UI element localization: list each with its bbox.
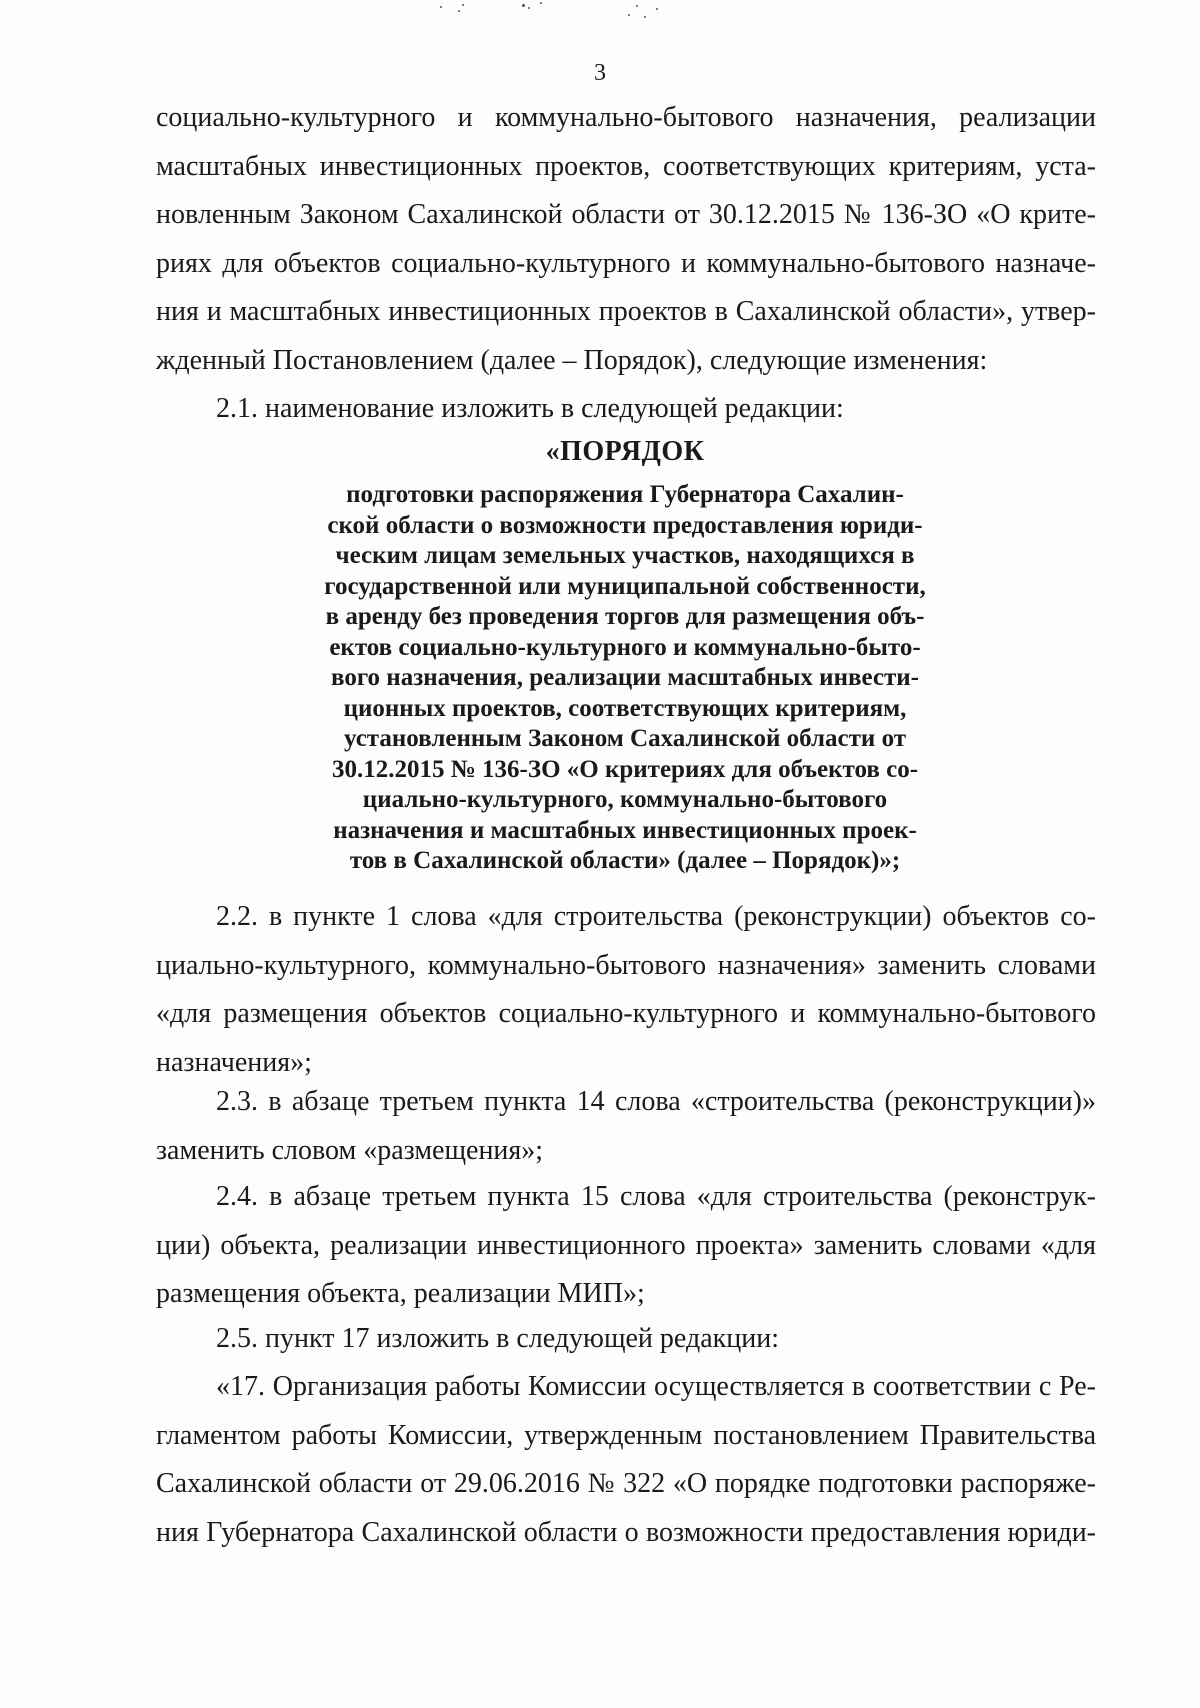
document-title xyxy=(150,432,1100,877)
text-line: риях для объектов социально-культурного и коммунально-бытового назначе- xyxy=(156,247,1096,279)
item-17 xyxy=(156,1363,1096,1557)
item-2-5 xyxy=(156,1315,1096,1364)
title-line: циально-культурного, коммунально-бытового xyxy=(362,786,888,813)
text-line: ния и масштабных инвестиционных проектов в Сахалинской области», утвер- xyxy=(156,296,1096,327)
title-line: ской области о возможности предоставления юриди- xyxy=(327,511,923,539)
title-subheading xyxy=(150,480,1100,877)
title-line: установленным Законом Сахалинской области от xyxy=(343,725,907,752)
title-line: государственной или муниципальной собственности, xyxy=(324,572,926,600)
title-line: ческим лицам земельных участков, находящихся в xyxy=(335,542,915,569)
scan-artifacts xyxy=(430,0,720,24)
item-2-1 xyxy=(156,385,1096,434)
text-line: назначения»; xyxy=(156,1046,312,1078)
text-line: ния Губернатора Сахалинской области о возможности предоставления юриди- xyxy=(156,1516,1096,1548)
text-line: заменить словом «размещения»; xyxy=(156,1134,544,1166)
title-line: подготовки распоряжения Губернатора Сахалин- xyxy=(346,481,904,508)
title-line: ционных проектов, соответствующих критериям, xyxy=(343,694,907,722)
item-2-3 xyxy=(156,1078,1096,1175)
text-line: ции) объекта, реализации инвестиционного проекта» заменить словами «для xyxy=(156,1229,1096,1261)
title-heading: «ПОРЯДОК xyxy=(545,436,705,467)
intro-paragraph xyxy=(156,94,1096,385)
text-line: Сахалинской области от 29.06.2016 № 322 «О порядке подготовки распоряже- xyxy=(156,1468,1096,1499)
text-line: «17. Организация работы Комиссии осуществляется в соответствии с Ре- xyxy=(216,1371,1096,1402)
text-line: 2.2. в пункте 1 слова «для строительства (реконструкции) объектов со- xyxy=(216,901,1096,932)
text-line: жденный Постановлением (далее – Порядок), следующие изменения: xyxy=(156,344,988,376)
text-line: 2.1. наименование изложить в следующей редакции: xyxy=(216,393,844,424)
title-line: ектов социально-культурного и коммунально-быто- xyxy=(329,633,921,661)
text-line: «для размещения объектов социально-культурного и коммунально-бытового xyxy=(156,998,1096,1029)
text-line: 2.5. пункт 17 изложить в следующей редакции: xyxy=(216,1323,779,1354)
text-line: 2.3. в абзаце третьем пункта 14 слова «строительства (реконструкции)» xyxy=(216,1086,1096,1117)
text-line: циально-культурного, коммунально-бытового назначения» заменить словами xyxy=(156,949,1096,981)
text-line: масштабных инвестиционных проектов, соответствующих критериям, уста- xyxy=(156,150,1096,182)
title-line: 30.12.2015 № 136-ЗО «О критериях для объектов со- xyxy=(331,755,919,783)
item-2-2 xyxy=(156,893,1096,1087)
item-2-4 xyxy=(156,1173,1096,1319)
title-line: вого назначения, реализации масштабных инвести- xyxy=(331,664,919,691)
page-number: 3 xyxy=(594,60,606,86)
text-line: размещения объекта, реализации МИП»; xyxy=(156,1278,645,1309)
text-line: 2.4. в абзаце третьем пункта 15 слова «для строительства (реконструк- xyxy=(216,1181,1096,1212)
text-line: гламентом работы Комиссии, утвержденным постановлением Правительства xyxy=(156,1419,1096,1451)
text-line: новленным Законом Сахалинской области от 30.12.2015 № 136-ЗО «О крите- xyxy=(156,199,1096,230)
text-line: социально-культурного и коммунально-бытового назначения, реализации xyxy=(156,102,1096,133)
title-line: в аренду без проведения торгов для размещения объ- xyxy=(325,603,925,630)
title-line: назначения и масштабных инвестиционных проек- xyxy=(333,816,917,844)
title-line: тов в Сахалинской области» (далее – Порядок)»; xyxy=(349,847,901,874)
